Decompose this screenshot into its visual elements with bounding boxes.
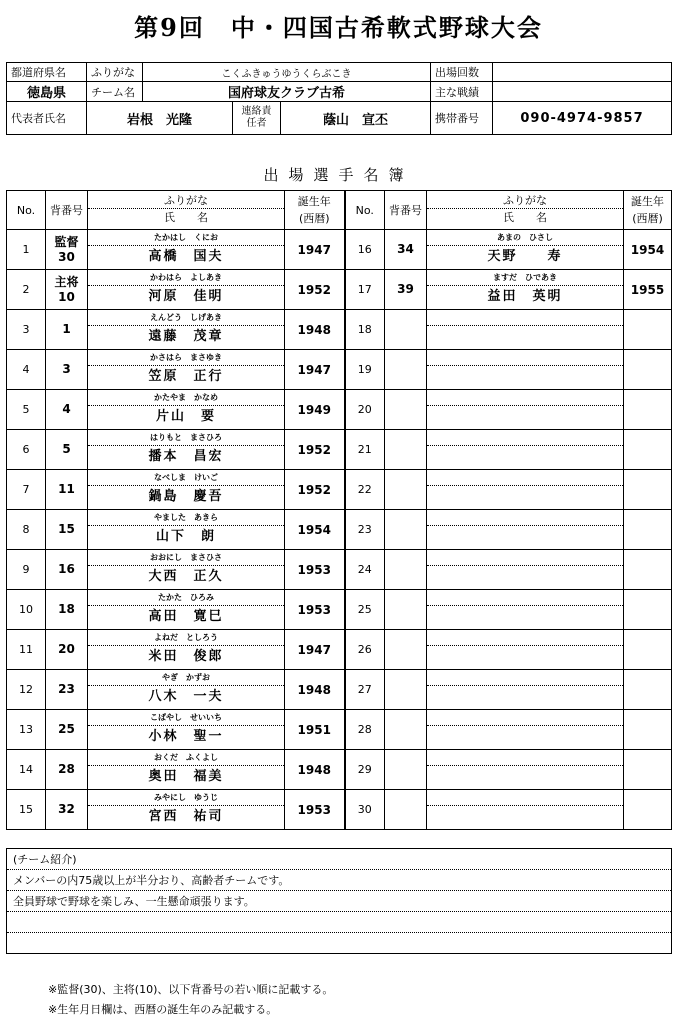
player-furigana: はりもと まさひろ (88, 431, 284, 446)
player-no: 6 (7, 430, 46, 470)
uniform-number: 39 (397, 282, 414, 296)
uniform-number-cell (46, 590, 88, 630)
player-furigana: こばやし せいいち (88, 711, 284, 726)
player-no: 15 (7, 790, 46, 830)
birth-year (624, 430, 672, 470)
player-no: 29 (345, 750, 385, 790)
birth-year: 1947 (285, 630, 345, 670)
uniform-number-cell (46, 470, 88, 510)
header-no: No. (345, 191, 385, 230)
header-birth-sub: (西暦) (632, 212, 663, 225)
player-furigana: たかはし くにお (88, 231, 284, 246)
player-name-cell (427, 710, 624, 750)
header-no: No. (7, 191, 46, 230)
player-furigana (427, 711, 623, 726)
uniform-number: 20 (58, 642, 75, 656)
phone-number: 090-4974-9857 (493, 102, 672, 135)
player-name (427, 406, 623, 428)
player-name: 播本 昌宏 (148, 449, 224, 464)
uniform-number-cell (385, 310, 427, 350)
player-no: 26 (345, 630, 385, 670)
player-name (427, 446, 623, 468)
player-name-cell (88, 270, 285, 310)
birth-year (624, 670, 672, 710)
player-no: 8 (7, 510, 46, 550)
player-name-cell (427, 630, 624, 670)
appear-label: 出場回数 (431, 63, 493, 82)
player-no: 3 (7, 310, 46, 350)
player-name-cell (427, 350, 624, 390)
birth-year (624, 630, 672, 670)
uniform-number: 3 (62, 362, 71, 376)
player-name: 高田 寛巳 (148, 609, 224, 624)
player-no: 19 (345, 350, 385, 390)
header-birth-label: 誕生年 (631, 195, 664, 208)
player-name-cell (88, 550, 285, 590)
uniform-number: 11 (58, 482, 75, 496)
player-no: 22 (345, 470, 385, 510)
uniform-number-cell (385, 750, 427, 790)
birth-year (624, 510, 672, 550)
header-birth (285, 191, 345, 230)
player-name (427, 566, 623, 588)
player-furigana: かたやま かなめ (88, 391, 284, 406)
birth-year (624, 710, 672, 750)
uniform-number: 32 (58, 802, 75, 816)
uniform-number-cell (46, 790, 88, 830)
table-row (7, 590, 672, 630)
player-name-cell (88, 750, 285, 790)
uniform-number-cell (385, 230, 427, 270)
intro-line: 全員野球で野球を楽しみ、一生懸命頑張ります。 (7, 891, 672, 912)
player-name: 八木 一夫 (148, 689, 224, 704)
table-row (7, 350, 672, 390)
intro-heading: (チーム紹介) (7, 849, 672, 870)
player-name-cell (427, 670, 624, 710)
player-no: 9 (7, 550, 46, 590)
player-name-cell (88, 670, 285, 710)
birth-year (624, 470, 672, 510)
uniform-number-cell (385, 590, 427, 630)
player-furigana (427, 791, 623, 806)
player-no: 17 (345, 270, 385, 310)
player-furigana (427, 591, 623, 606)
header-name (427, 191, 624, 230)
player-name-cell (427, 270, 624, 310)
uniform-number-cell (46, 350, 88, 390)
player-name-cell (88, 790, 285, 830)
player-no: 10 (7, 590, 46, 630)
uniform-number-cell (385, 430, 427, 470)
contact-label: 連絡責任者 (233, 102, 281, 135)
player-furigana: みやにし ゆうじ (88, 791, 284, 806)
player-furigana: たかた ひろみ (88, 591, 284, 606)
player-no: 16 (345, 230, 385, 270)
uniform-number-cell (46, 710, 88, 750)
player-name: 遠藤 茂章 (148, 329, 224, 344)
player-name: 奥田 福美 (148, 769, 224, 784)
table-row (7, 230, 672, 270)
header-uniform: 背番号 (385, 191, 427, 230)
player-no: 25 (345, 590, 385, 630)
uniform-number-cell (385, 350, 427, 390)
player-furigana (427, 671, 623, 686)
header-birth-label: 誕生年 (297, 195, 331, 208)
player-furigana: よねだ としろう (88, 631, 284, 646)
uniform-number-cell (46, 550, 88, 590)
player-name-cell (427, 750, 624, 790)
header-furigana: ふりがな (88, 194, 284, 209)
table-row (7, 430, 672, 470)
birth-year (624, 590, 672, 630)
player-name (427, 726, 623, 748)
role-label: 主将 (54, 274, 79, 289)
team-name: 国府球友クラブ古希 (143, 82, 431, 102)
player-name-cell (88, 390, 285, 430)
player-name-cell (427, 590, 624, 630)
player-no: 21 (345, 430, 385, 470)
player-furigana: あまの ひさし (427, 231, 623, 246)
page-title: 第9回 中・四国古希軟式野球大会 (134, 13, 543, 42)
uniform-number-cell (385, 550, 427, 590)
table-row (7, 670, 672, 710)
player-name: 小林 聖一 (148, 729, 224, 744)
player-furigana (427, 751, 623, 766)
uniform-number: 18 (58, 602, 75, 616)
player-furigana: かさはら まさゆき (88, 351, 284, 366)
uniform-number: 16 (58, 562, 75, 576)
player-name-cell (427, 230, 624, 270)
player-no: 13 (7, 710, 46, 750)
header-uniform: 背番号 (46, 191, 88, 230)
player-furigana: やぎ かずお (88, 671, 284, 686)
player-furigana: えんどう しげあき (88, 311, 284, 326)
player-name: 天野 寿 (487, 249, 563, 264)
birth-year: 1948 (285, 310, 345, 350)
uniform-number: 4 (62, 402, 71, 416)
player-furigana: おおにし まさひさ (88, 551, 284, 566)
player-no: 30 (345, 790, 385, 830)
uniform-number: 30 (58, 249, 75, 264)
uniform-number-cell (385, 790, 427, 830)
player-name (427, 686, 623, 708)
table-row (7, 470, 672, 510)
header-birth-sub: (西暦) (298, 212, 330, 225)
player-name: 益田 英明 (487, 289, 563, 304)
table-row (7, 790, 672, 830)
intro-line (7, 912, 672, 933)
player-name: 高橋 国夫 (148, 249, 224, 264)
player-furigana (427, 471, 623, 486)
uniform-number-cell (46, 510, 88, 550)
player-furigana: ますだ ひであき (427, 271, 623, 286)
pref-value: 徳島県 (7, 82, 87, 102)
player-no: 27 (345, 670, 385, 710)
player-furigana: おくだ ふくよし (88, 751, 284, 766)
phone-label: 携帯番号 (431, 102, 493, 135)
player-name-cell (427, 310, 624, 350)
header-birth (624, 191, 672, 230)
birth-year: 1954 (285, 510, 345, 550)
player-name-cell (88, 470, 285, 510)
player-no: 5 (7, 390, 46, 430)
birth-year (624, 350, 672, 390)
player-no: 24 (345, 550, 385, 590)
player-furigana (427, 551, 623, 566)
player-name (427, 326, 623, 348)
player-no: 14 (7, 750, 46, 790)
note-line: ※監督(30)、主将(10)、以下背番号の若い順に記載する。 (48, 983, 334, 996)
uniform-number: 28 (58, 762, 75, 776)
player-name (427, 486, 623, 508)
player-name (427, 766, 623, 788)
player-no: 7 (7, 470, 46, 510)
roster-title: 出場選手名簿 (263, 166, 414, 184)
uniform-number-cell (46, 390, 88, 430)
uniform-number-cell (46, 430, 88, 470)
player-name-cell (427, 470, 624, 510)
player-name: 鍋島 慶吾 (148, 489, 224, 504)
player-name-cell (88, 310, 285, 350)
birth-year: 1949 (285, 390, 345, 430)
player-no: 11 (7, 630, 46, 670)
uniform-number: 25 (58, 722, 75, 736)
header-furigana: ふりがな (427, 194, 623, 209)
player-name: 大西 正久 (148, 569, 224, 584)
header-name (88, 191, 285, 230)
intro-line: メンバーの内75歳以上が半分おり、高齢者チームです。 (7, 870, 672, 891)
table-row (7, 710, 672, 750)
player-no: 18 (345, 310, 385, 350)
record-value (493, 82, 672, 102)
player-name-cell (88, 230, 285, 270)
player-furigana (427, 391, 623, 406)
birth-year: 1955 (624, 270, 672, 310)
team-info-table (6, 62, 672, 135)
birth-year: 1954 (624, 230, 672, 270)
uniform-number-cell (46, 230, 88, 270)
team-furigana: こくふきゅうゆうくらぶこき (143, 63, 431, 82)
table-row (7, 550, 672, 590)
player-name: 笠原 正行 (148, 369, 224, 384)
rep-name: 岩根 光隆 (87, 102, 233, 135)
player-no: 4 (7, 350, 46, 390)
furigana-label: ふりがな (87, 63, 143, 82)
player-name: 河原 佳明 (148, 289, 224, 304)
birth-year (624, 750, 672, 790)
notes (48, 980, 333, 1020)
header-name-label: 氏 名 (503, 211, 547, 224)
birth-year (624, 550, 672, 590)
uniform-number-cell (385, 710, 427, 750)
uniform-number: 1 (62, 322, 71, 336)
player-name-cell (88, 710, 285, 750)
birth-year: 1947 (285, 230, 345, 270)
uniform-number: 23 (58, 682, 75, 696)
player-name: 山下 朗 (155, 529, 216, 544)
player-furigana: かわはら よしあき (88, 271, 284, 286)
player-name-cell (427, 390, 624, 430)
intro-line (7, 933, 672, 954)
birth-year: 1953 (285, 550, 345, 590)
uniform-number-cell (46, 630, 88, 670)
roster-table (6, 190, 672, 830)
player-no: 12 (7, 670, 46, 710)
player-name-cell (88, 510, 285, 550)
player-name-cell (88, 430, 285, 470)
table-row (7, 270, 672, 310)
role-label: 監督 (54, 234, 79, 249)
pref-label: 都道府県名 (7, 63, 87, 82)
player-no: 1 (7, 230, 46, 270)
player-furigana (427, 311, 623, 326)
player-name-cell (427, 550, 624, 590)
record-label: 主な戦績 (431, 82, 493, 102)
player-name (427, 526, 623, 548)
player-furigana: やました あきら (88, 511, 284, 526)
uniform-number-cell (46, 310, 88, 350)
player-no: 28 (345, 710, 385, 750)
table-row (7, 630, 672, 670)
header-name-label: 氏 名 (164, 211, 208, 224)
birth-year: 1947 (285, 350, 345, 390)
table-row (7, 390, 672, 430)
uniform-number-cell (385, 470, 427, 510)
birth-year: 1953 (285, 790, 345, 830)
table-row (7, 750, 672, 790)
player-name: 片山 要 (155, 409, 216, 424)
player-name: 宮西 祐司 (148, 809, 224, 824)
player-furigana (427, 511, 623, 526)
birth-year: 1952 (285, 470, 345, 510)
team-label: チーム名 (87, 82, 143, 102)
player-name-cell (88, 630, 285, 670)
birth-year: 1952 (285, 430, 345, 470)
player-no: 2 (7, 270, 46, 310)
player-furigana (427, 431, 623, 446)
player-no: 20 (345, 390, 385, 430)
player-furigana (427, 351, 623, 366)
player-name: 米田 俊郎 (148, 649, 224, 664)
uniform-number: 34 (397, 242, 414, 256)
uniform-number-cell (385, 390, 427, 430)
table-row (7, 510, 672, 550)
uniform-number-cell (385, 670, 427, 710)
uniform-number: 10 (58, 289, 75, 304)
uniform-number-cell (385, 630, 427, 670)
birth-year: 1953 (285, 590, 345, 630)
player-name-cell (88, 590, 285, 630)
player-furigana (427, 631, 623, 646)
team-intro-table (6, 848, 672, 954)
uniform-number: 5 (62, 442, 71, 456)
birth-year: 1948 (285, 670, 345, 710)
birth-year: 1952 (285, 270, 345, 310)
player-no: 23 (345, 510, 385, 550)
uniform-number-cell (46, 670, 88, 710)
player-name-cell (427, 430, 624, 470)
birth-year (624, 310, 672, 350)
uniform-number-cell (385, 510, 427, 550)
birth-year (624, 390, 672, 430)
player-name-cell (427, 510, 624, 550)
uniform-number-cell (46, 270, 88, 310)
uniform-number-cell (46, 750, 88, 790)
uniform-number-cell (385, 270, 427, 310)
player-name (427, 646, 623, 668)
note-line: ※生年月日欄は、西暦の誕生年のみ記載する。 (48, 1003, 278, 1016)
player-name-cell (88, 350, 285, 390)
uniform-number: 15 (58, 522, 75, 536)
table-row (7, 310, 672, 350)
rep-label: 代表者氏名 (7, 102, 87, 135)
player-name-cell (427, 790, 624, 830)
player-name (427, 806, 623, 828)
birth-year: 1948 (285, 750, 345, 790)
contact-name: 蔭山 宣丕 (281, 102, 431, 135)
appear-value (493, 63, 672, 82)
player-name (427, 366, 623, 388)
player-furigana: なべしま けいご (88, 471, 284, 486)
birth-year: 1951 (285, 710, 345, 750)
player-name (427, 606, 623, 628)
birth-year (624, 790, 672, 830)
